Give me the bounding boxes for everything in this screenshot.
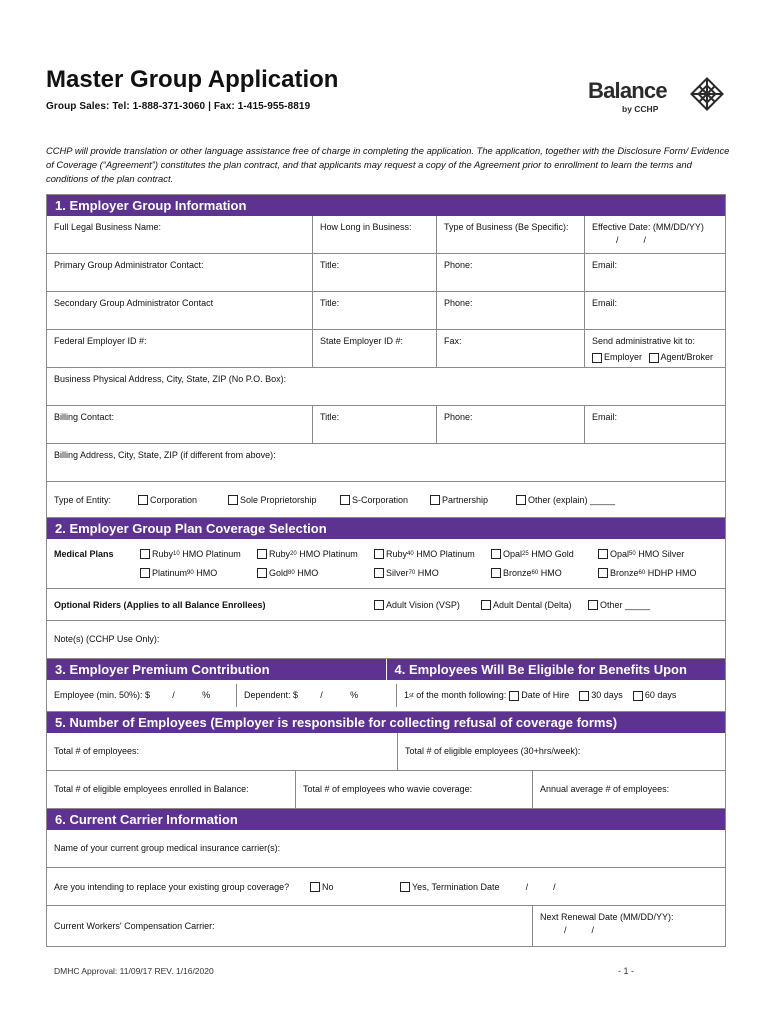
section-5-header — [47, 712, 725, 733]
entity-sole-proprietorship[interactable] — [228, 495, 340, 505]
slash: / — [172, 690, 175, 700]
field-label: Email: — [592, 298, 618, 308]
field-label: Phone: — [444, 412, 473, 422]
secondary-title-field[interactable] — [313, 292, 437, 329]
field-label: Email: — [592, 260, 618, 270]
riders-row — [47, 589, 725, 621]
dependent-contribution-field[interactable] — [237, 684, 397, 707]
carrier-row — [47, 830, 725, 868]
plan-name: Ruby — [386, 548, 408, 559]
percent-sign: % — [202, 690, 211, 700]
no-option[interactable] — [310, 882, 400, 892]
form-row — [47, 330, 725, 368]
plan-rest: HMO Platinum — [413, 548, 475, 559]
rider-dental[interactable] — [481, 600, 588, 610]
slash: / — [320, 690, 323, 700]
option-label: No — [322, 881, 334, 892]
field-label: Note(s) (CCHP Use Only): — [54, 634, 160, 644]
form-row — [47, 216, 725, 254]
state-id-field[interactable] — [313, 330, 437, 367]
corporation-checkbox[interactable] — [138, 495, 148, 505]
option-label: Employer — [604, 352, 643, 362]
plan-checkbox[interactable] — [491, 549, 501, 559]
notes-field[interactable] — [47, 628, 725, 651]
plan-checkbox[interactable] — [140, 568, 150, 578]
option-label: Adult Vision (VSP) — [386, 599, 460, 610]
full-legal-name-field[interactable] — [47, 216, 313, 253]
field-label: Title: — [320, 298, 340, 308]
percent-sign: % — [350, 690, 359, 700]
primary-contact-field[interactable] — [47, 254, 313, 291]
plan-name: Gold — [269, 567, 289, 578]
plan-checkbox[interactable] — [374, 568, 384, 578]
entity-corporation[interactable] — [138, 495, 228, 505]
option-label: S-Corporation — [352, 494, 409, 505]
plan-silver70[interactable]: Silver 70 HMO — [374, 568, 491, 578]
plan-bronze60-hdhp[interactable]: Bronze 60 HDHP HMO — [598, 568, 697, 578]
date-of-hire-option[interactable] — [509, 689, 569, 702]
billing-phone-field[interactable] — [437, 406, 585, 443]
partnership-checkbox[interactable] — [430, 495, 440, 505]
field-label: Email: — [592, 412, 618, 422]
plan-checkbox[interactable] — [598, 549, 608, 559]
60-days-option[interactable] — [633, 689, 677, 702]
dental-checkbox[interactable] — [481, 600, 491, 610]
entity-partnership[interactable] — [430, 495, 516, 505]
field-label: Current Workers' Compensation Carrier: — [54, 920, 215, 931]
replace-question: Are you intending to replace your existing group coverage? — [54, 881, 290, 892]
page-title: Master Group Application — [46, 66, 339, 93]
plan-checkbox[interactable] — [491, 568, 501, 578]
plan-opal50[interactable]: Opal 50 HMO Silver — [598, 549, 684, 559]
balance-logo-icon — [687, 74, 727, 119]
option-label: Corporation — [150, 494, 198, 505]
sole-proprietorship-checkbox[interactable] — [228, 495, 238, 505]
section-2-header: 2. Employer Group Plan Coverage Selection — [47, 518, 725, 539]
plan-checkbox[interactable] — [374, 549, 384, 559]
workers-comp-row — [47, 906, 725, 946]
plan-rest: HMO Gold — [528, 548, 574, 559]
plan-ruby10[interactable]: Ruby 10 HMO Platinum — [140, 549, 257, 559]
s-corporation-checkbox[interactable] — [340, 495, 350, 505]
next-renewal-field[interactable] — [533, 906, 725, 946]
plan-rest: HMO Platinum — [296, 548, 358, 559]
form-row — [47, 292, 725, 330]
plan-checkbox[interactable] — [140, 549, 150, 559]
secondary-email-field[interactable] — [585, 292, 725, 329]
option-label: Yes, Termination Date — [412, 881, 500, 892]
primary-phone-field[interactable] — [437, 254, 585, 291]
plan-rest: HMO Platinum — [179, 548, 241, 559]
waive-field[interactable] — [296, 771, 533, 808]
page-number: - 1 - — [618, 966, 635, 976]
field-label: Annual average # of employees: — [540, 784, 670, 794]
no-checkbox[interactable] — [310, 882, 320, 892]
optional-riders-label: Optional Riders (Applies to all Balance Enrollees) — [54, 599, 266, 610]
plan-name: Opal — [610, 548, 630, 559]
agent-broker-option[interactable] — [649, 351, 714, 364]
medical-plans-row — [47, 539, 725, 589]
total-eligible-field[interactable] — [398, 733, 725, 770]
employees-row — [47, 771, 725, 809]
option-label: 30 days — [591, 690, 623, 700]
primary-title-field[interactable] — [313, 254, 437, 291]
form-row — [47, 368, 725, 406]
field-label: Primary Group Administrator Contact: — [54, 260, 204, 270]
30-days-checkbox[interactable] — [579, 691, 589, 701]
secondary-contact-field[interactable] — [47, 292, 313, 329]
section-4-header: 4. Employees Will Be Eligible for Benefits Upon — [386, 659, 726, 680]
60-days-checkbox[interactable] — [633, 691, 643, 701]
first-prefix: 1 — [404, 690, 410, 700]
effective-date-field[interactable] — [585, 216, 725, 253]
option-label: Agent/Broker — [660, 352, 714, 362]
field-label: Full Legal Business Name: — [54, 222, 162, 232]
30-days-option[interactable] — [579, 689, 623, 702]
field-label: Send administrative kit to: — [592, 336, 696, 346]
billing-email-field[interactable] — [585, 406, 725, 443]
date-of-hire-checkbox[interactable] — [509, 691, 519, 701]
enrolled-field[interactable] — [47, 771, 296, 808]
plan-checkbox[interactable] — [598, 568, 608, 578]
rider-vision[interactable] — [374, 600, 481, 610]
plan-ruby20[interactable]: Ruby 20 HMO Platinum — [257, 549, 374, 559]
field-label: Secondary Group Administrator Contact — [54, 298, 214, 308]
entity-other[interactable] — [516, 495, 615, 505]
option-label: Date of Hire — [521, 690, 570, 700]
plan-rest: HMO — [193, 567, 218, 578]
field-label: Business Physical Address, City, State, ZIP (No P.O. Box): — [54, 374, 287, 384]
field-label: Total # of eligible employees enrolled in Balance: — [54, 784, 249, 794]
application-form — [46, 194, 726, 947]
section-3-header: 3. Employer Premium Contribution — [47, 659, 386, 680]
field-label: Type of Business (Be Specific): — [444, 222, 569, 232]
billing-contact-field[interactable] — [47, 406, 313, 443]
option-label: Partnership — [442, 494, 489, 505]
plan-bronze60[interactable]: Bronze 60 HMO — [491, 568, 598, 578]
field-label: Total # of employees who wavie coverage: — [303, 784, 473, 794]
total-employees-field[interactable] — [47, 733, 398, 770]
option-label: Other (explain) _____ — [528, 494, 616, 505]
form-row — [47, 444, 725, 482]
date-slashes: / / — [616, 235, 647, 245]
option-label: Sole Proprietorship — [240, 494, 317, 505]
billing-address-field[interactable] — [47, 444, 725, 481]
section-5-title: 5. Number of Employees — [55, 715, 207, 730]
field-label: Next Renewal Date (MM/DD/YY): — [540, 912, 674, 922]
field-label: Total # of employees: — [54, 746, 140, 756]
first-rest: of the month following: — [413, 690, 507, 700]
employer-option[interactable] — [592, 351, 642, 364]
other-rider-checkbox[interactable] — [588, 600, 598, 610]
carrier-name-field[interactable] — [47, 837, 725, 860]
yes-checkbox[interactable] — [400, 882, 410, 892]
option-label: Adult Dental (Delta) — [493, 599, 572, 610]
physical-address-field[interactable] — [47, 368, 725, 405]
how-long-field[interactable] — [313, 216, 437, 253]
field-label: Federal Employer ID #: — [54, 336, 147, 346]
plan-rest: HMO — [538, 567, 562, 578]
plan-ruby40[interactable]: Ruby 40 HMO Platinum — [374, 549, 491, 559]
other-entity-checkbox[interactable] — [516, 495, 526, 505]
type-of-business-field[interactable] — [437, 216, 585, 253]
send-kit-field — [585, 330, 725, 367]
contribution-row — [47, 680, 725, 712]
section-6-header: 6. Current Carrier Information — [47, 809, 725, 830]
replace-row — [47, 868, 725, 906]
field-label: Title: — [320, 412, 340, 422]
field-label: Name of your current group medical insurance carrier(s): — [54, 843, 281, 853]
plan-name: Bronze — [610, 567, 639, 578]
plan-name: Opal — [503, 548, 523, 559]
medical-plans-label: Medical Plans — [54, 548, 114, 559]
secondary-phone-field[interactable] — [437, 292, 585, 329]
section-3-4-header — [47, 659, 725, 680]
plan-checkbox[interactable] — [257, 549, 267, 559]
approval-footer: DMHC Approval: 11/09/17 REV. 1/16/2020 — [54, 966, 214, 976]
intro-paragraph: CCHP will provide translation or other language assistance free of charge in completing the application. The application, together with the Disclosure Form/ Evidence of Coverage (“Agreement”) constitutes the plan contract, and that applicants may request a copy of the Agreement prior to enrollment to learn the terms and conditions of the plan contract. — [46, 145, 730, 184]
renewal-date-slashes: / / — [564, 925, 595, 935]
federal-id-field[interactable] — [47, 330, 313, 367]
section-1-header: 1. Employer Group Information — [47, 195, 725, 216]
option-label: Other _____ — [600, 599, 651, 610]
annual-average-field[interactable] — [533, 771, 725, 808]
rider-other[interactable] — [588, 600, 650, 610]
balance-logo-text: Balance — [588, 78, 667, 103]
field-label: Total # of eligible employees (30+hrs/week): — [405, 746, 581, 756]
plan-rest: HMO Silver — [635, 548, 685, 559]
eligibility-field: 1 st of the month following: Date of Hire 30 days 60 days — [404, 690, 677, 700]
plan-rest: HDHP HMO — [645, 567, 697, 578]
field-label: Billing Address, City, State, ZIP (if different from above): — [54, 450, 276, 460]
plan-rest: HMO — [294, 567, 319, 578]
plan-opal25[interactable]: Opal 25 HMO Gold — [491, 549, 598, 559]
vision-checkbox[interactable] — [374, 600, 384, 610]
plan-name: Silver — [386, 567, 409, 578]
employer-checkbox[interactable] — [592, 353, 602, 363]
workers-comp-field[interactable] — [47, 906, 533, 946]
balance-logo-byline: by CCHP — [622, 104, 659, 114]
section-5-subtitle: (Employer is responsible for collecting refusal of coverage forms) — [206, 715, 618, 730]
group-sales-contact: Group Sales: Tel: 1-888-371-3060 | Fax: 1-415-955-8819 — [46, 101, 311, 112]
plan-name: Bronze — [503, 567, 532, 578]
billing-title-field[interactable] — [313, 406, 437, 443]
notes-row — [47, 621, 725, 659]
option-label: 60 days — [644, 690, 677, 700]
field-label: Phone: — [444, 260, 473, 270]
field-label: How Long in Business: — [320, 222, 412, 232]
employee-contribution-field[interactable] — [47, 684, 237, 707]
field-label: Effective Date: (MM/DD/YY) — [592, 222, 704, 232]
primary-email-field[interactable] — [585, 254, 725, 291]
fax-field[interactable] — [437, 330, 585, 367]
field-label: Billing Contact: — [54, 412, 115, 422]
field-label: Phone: — [444, 298, 473, 308]
termination-date-slashes: / / — [525, 881, 556, 892]
entity-row — [47, 482, 725, 518]
plan-name: Ruby — [269, 548, 291, 559]
field-label: Fax: — [444, 336, 462, 346]
plan-rest: HMO — [415, 567, 439, 578]
plan-checkbox[interactable] — [257, 568, 267, 578]
plan-platinum90[interactable]: Platinum 90 HMO — [140, 568, 257, 578]
employees-row — [47, 733, 725, 771]
form-row — [47, 254, 725, 292]
field-label: Title: — [320, 260, 340, 270]
entity-s-corporation[interactable] — [340, 495, 430, 505]
entity-label: Type of Entity: — [54, 494, 112, 505]
field-label: State Employer ID #: — [320, 336, 404, 346]
field-label: Employee (min. 50%): $ — [54, 690, 151, 700]
plan-name: Ruby — [152, 548, 174, 559]
field-label: Dependent: $ — [244, 690, 299, 700]
form-row — [47, 406, 725, 444]
plan-gold80[interactable]: Gold 80 HMO — [257, 568, 374, 578]
plan-name: Platinum — [152, 567, 188, 578]
yes-termination-option[interactable] — [400, 882, 500, 892]
agent-broker-checkbox[interactable] — [649, 353, 659, 363]
